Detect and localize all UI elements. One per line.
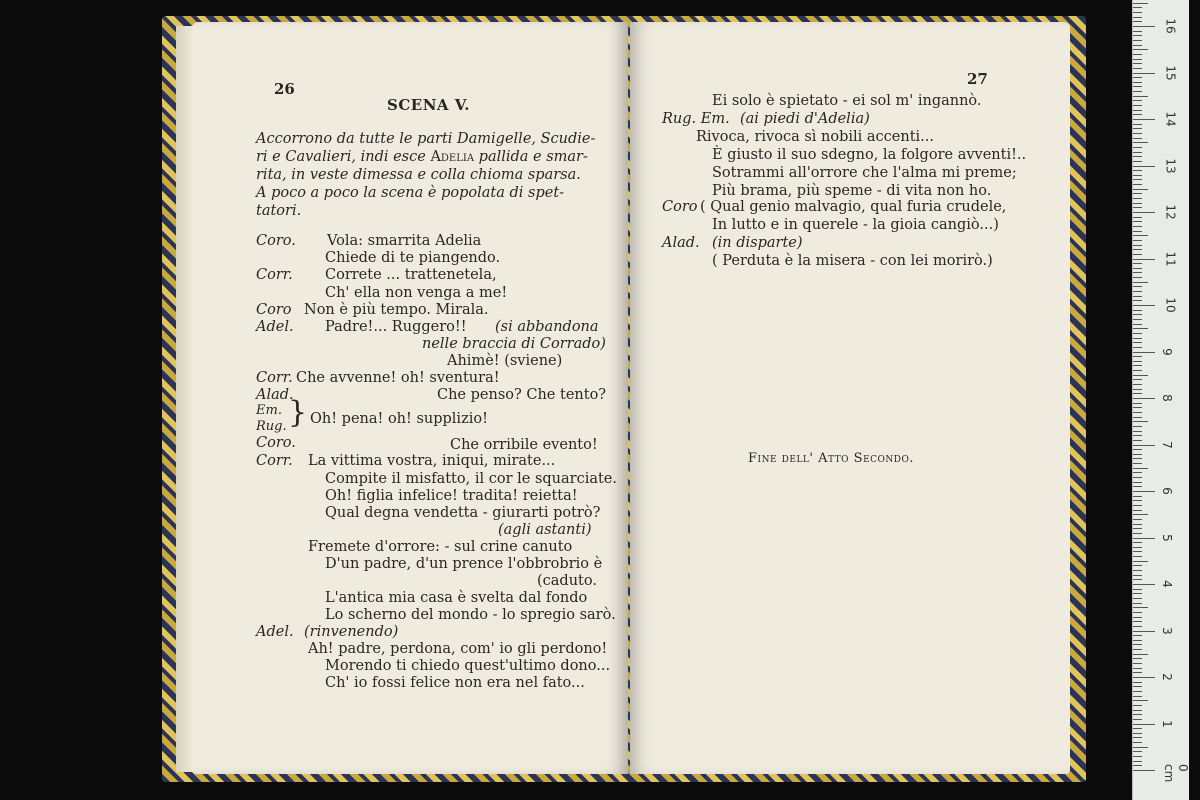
measurement-ruler (1132, 0, 1189, 800)
ruler-label: 13 (1163, 157, 1178, 174)
ruler-tick (1133, 59, 1142, 60)
ruler-tick (1133, 17, 1142, 18)
ruler-tick (1133, 593, 1142, 594)
ruler-tick (1133, 319, 1142, 320)
ruler-tick (1133, 100, 1142, 101)
ruler-tick (1133, 742, 1142, 743)
ruler-tick (1133, 449, 1142, 450)
ruler-tick (1133, 672, 1142, 673)
ruler-tick (1133, 412, 1142, 413)
verse-line: Rivoca, rivoca sì nobili accenti... (696, 129, 934, 145)
verse-line: Padre!... Ruggero!! (325, 319, 467, 335)
ruler-tick (1133, 338, 1142, 339)
ruler-tick (1133, 35, 1142, 36)
stage-direction-line: Accorrono da tutte le parti Damigelle, Scudie- (256, 131, 596, 147)
ruler-tick (1133, 663, 1142, 664)
ruler-tick (1133, 217, 1142, 218)
ruler-tick (1133, 235, 1148, 236)
ruler-tick (1133, 747, 1148, 748)
ruler-tick (1133, 468, 1148, 469)
verse-line: Ahimè! (sviene) (447, 353, 563, 369)
ruler-tick (1133, 86, 1142, 87)
ruler-tick (1133, 277, 1142, 278)
ruler-tick (1133, 617, 1142, 618)
ruler-tick (1133, 286, 1142, 287)
stage-direction: nelle braccia di Corrado) (422, 336, 606, 352)
ruler-tick (1133, 556, 1142, 557)
ruler-tick (1133, 677, 1155, 678)
ruler-tick (1133, 733, 1142, 734)
ruler-tick (1133, 435, 1142, 436)
speaker: Adel. (256, 319, 294, 335)
ruler-tick (1133, 77, 1142, 78)
stage-direction: (si abbandona (495, 319, 599, 335)
ruler-tick (1133, 254, 1142, 255)
ruler-tick (1133, 245, 1142, 246)
ruler-tick (1133, 133, 1142, 134)
ruler-tick (1133, 263, 1142, 264)
ruler-tick (1133, 384, 1142, 385)
ruler-tick (1133, 166, 1155, 167)
ruler-tick (1133, 403, 1142, 404)
ruler-tick (1133, 682, 1142, 683)
ruler-tick (1133, 296, 1142, 297)
verse-line: Che penso? Che tento? (437, 387, 607, 403)
speaker: Em. (256, 403, 282, 418)
ruler-tick (1133, 282, 1148, 283)
ruler-tick (1133, 510, 1142, 511)
ruler-tick (1133, 49, 1148, 50)
verse-line: Compite il misfatto, il cor le squarciate. (325, 471, 617, 487)
verse-line: D'un padre, d'un prence l'obbrobrio è (325, 556, 603, 572)
verse-line: Fremete d'orrore: - sul crine canuto (308, 539, 573, 555)
verse-line: ( Qual genio malvagio, qual furia crudele, (700, 199, 1007, 215)
verse-line: Chiede di te piangendo. (325, 250, 501, 266)
ruler-tick (1133, 542, 1142, 543)
verse-line: (caduto. (537, 573, 597, 589)
ruler-tick (1133, 654, 1148, 655)
ruler-tick (1133, 272, 1142, 273)
ruler-tick (1133, 138, 1142, 139)
verse-line: La vittima vostra, iniqui, mirate... (308, 453, 556, 469)
ruler-tick (1133, 26, 1155, 27)
ruler-tick (1133, 589, 1142, 590)
ruler-tick (1133, 212, 1155, 213)
ruler-tick (1133, 310, 1142, 311)
ruler-tick (1133, 644, 1142, 645)
ruler-tick (1133, 198, 1142, 199)
ruler-tick (1133, 231, 1142, 232)
ruler-tick (1133, 110, 1142, 111)
ruler-tick (1133, 658, 1142, 659)
ruler-tick (1133, 700, 1148, 701)
ruler-tick (1133, 324, 1142, 325)
ruler-tick (1133, 249, 1142, 250)
ruler-tick (1133, 352, 1155, 353)
ruler-tick (1133, 347, 1142, 348)
ruler-tick (1133, 73, 1155, 74)
ruler-tick (1133, 668, 1142, 669)
ruler-tick (1133, 203, 1142, 204)
ruler-tick (1133, 407, 1142, 408)
ruler-label: 15 (1163, 64, 1178, 81)
ruler-tick (1133, 486, 1142, 487)
ruler-label: 9 (1159, 347, 1174, 356)
ruler-tick (1133, 649, 1142, 650)
ruler-tick (1133, 184, 1142, 185)
speaker: Coro. (256, 233, 296, 249)
ruler-tick (1133, 551, 1142, 552)
page-number: 26 (274, 80, 295, 98)
speaker: Corr. (256, 453, 293, 469)
ruler-tick (1133, 691, 1142, 692)
ruler-label: 0 cm (1162, 764, 1190, 783)
verse-line: Morendo ti chiedo quest'ultimo dono... (325, 658, 611, 674)
ruler-tick (1133, 477, 1142, 478)
ruler-tick (1133, 714, 1142, 715)
right-page (630, 22, 1070, 774)
stage-direction: (in disparte) (712, 235, 803, 251)
speaker: Corr. (256, 370, 293, 386)
ruler-tick (1133, 226, 1142, 227)
ruler-tick (1133, 728, 1142, 729)
verse-line: L'antica mia casa è svelta dal fondo (325, 590, 588, 606)
speaker: Coro (662, 199, 698, 215)
ruler-tick (1133, 686, 1142, 687)
verse-line: Ei solo è spietato - ei sol m' ingannò. (712, 93, 982, 109)
ruler-tick (1133, 314, 1142, 315)
ruler-tick (1133, 3, 1148, 4)
ruler-tick (1133, 91, 1142, 92)
ruler-tick (1133, 635, 1142, 636)
ruler-tick (1133, 291, 1142, 292)
ruler-tick (1133, 156, 1142, 157)
ruler-tick (1133, 379, 1142, 380)
ruler-label: 4 (1159, 580, 1174, 588)
ruler-tick (1133, 328, 1148, 329)
ruler-tick (1133, 761, 1142, 762)
ruler-label: 11 (1163, 250, 1178, 267)
ruler-tick (1133, 12, 1142, 13)
ruler-label: 3 (1159, 626, 1174, 635)
verse-line: Qual degna vendetta - giurarti potrò? (325, 505, 601, 521)
ruler-tick (1133, 440, 1142, 441)
ruler-tick (1133, 612, 1142, 613)
ruler-tick (1133, 21, 1142, 22)
ruler-tick (1133, 63, 1142, 64)
ruler-tick (1133, 496, 1142, 497)
ruler-tick (1133, 119, 1155, 120)
verse-line: Che orribile evento! (450, 437, 598, 453)
stage-direction-line: tatori. (256, 203, 302, 219)
verse-line: Che avvenne! oh! sventura! (296, 370, 500, 386)
ruler-tick (1133, 365, 1142, 366)
ruler-tick (1133, 598, 1142, 599)
speaker: Corr. (256, 267, 293, 283)
verse-line: Sotrammi all'orrore che l'alma mi preme; (712, 165, 1017, 181)
ruler-tick (1133, 342, 1142, 343)
ruler-tick (1133, 524, 1142, 525)
ruler-tick (1133, 631, 1155, 632)
verse-line: Ch' io fossi felice non era nel fato... (325, 675, 585, 691)
ruler-tick (1133, 547, 1142, 548)
verse-line: Oh! pena! oh! supplizio! (310, 411, 488, 427)
verse-line: ( Perduta è la misera - con lei morirò.) (712, 253, 993, 269)
ruler-tick (1133, 500, 1142, 501)
ruler-tick (1133, 193, 1142, 194)
verse-line: Ch' ella non venga a me! (325, 285, 508, 301)
ruler-tick (1133, 431, 1142, 432)
ruler-tick (1133, 398, 1155, 399)
verse-line: Lo scherno del mondo - lo spregio sarò. (325, 607, 616, 623)
ruler-tick (1133, 454, 1142, 455)
ruler-tick (1133, 705, 1142, 706)
ruler-tick (1133, 370, 1142, 371)
ruler-tick (1133, 575, 1142, 576)
ruler-tick (1133, 68, 1142, 69)
ruler-tick (1133, 305, 1155, 306)
ruler-tick (1133, 505, 1142, 506)
ruler-tick (1133, 152, 1142, 153)
ruler-tick (1133, 389, 1142, 390)
ruler-tick (1133, 300, 1142, 301)
ruler-tick (1133, 82, 1142, 83)
ruler-label: 8 (1159, 394, 1174, 402)
end-of-act: Fine dell' Atto Secondo. (748, 451, 915, 466)
speaker: Rug. Em. (662, 111, 730, 127)
scene-title: SCENA V. (387, 96, 471, 114)
ruler-tick (1133, 142, 1148, 143)
ruler-tick (1133, 710, 1142, 711)
ruler-tick (1133, 333, 1142, 334)
speaker: Coro (256, 302, 292, 318)
verse-line: In lutto e in querele - la gioia cangiò...) (712, 217, 999, 233)
ruler-tick (1133, 356, 1142, 357)
character-name: Adelia (430, 149, 475, 165)
ruler-tick (1133, 528, 1142, 529)
ruler-tick (1133, 724, 1155, 725)
ruler-tick (1133, 603, 1142, 604)
ruler-tick (1133, 161, 1142, 162)
ruler-tick (1133, 170, 1142, 171)
ruler-tick (1133, 458, 1142, 459)
ruler-tick (1133, 584, 1155, 585)
ruler-tick (1133, 756, 1142, 757)
ruler-tick (1133, 128, 1142, 129)
ruler-tick (1133, 175, 1142, 176)
ruler-tick (1133, 259, 1155, 260)
stage-direction-line: rita, in veste dimessa e colla chioma sparsa. (256, 167, 581, 183)
ruler-tick (1133, 561, 1148, 562)
verse-line: Correte ... trattenetela, (325, 267, 497, 283)
ruler-label: 14 (1163, 111, 1178, 127)
ruler-tick (1133, 45, 1142, 46)
ruler-label: 1 (1159, 719, 1174, 728)
ruler-tick (1133, 626, 1142, 627)
ruler-tick (1133, 189, 1148, 190)
ruler-tick (1133, 268, 1142, 269)
ruler-tick (1133, 482, 1142, 483)
ruler-tick (1133, 426, 1142, 427)
left-page (192, 22, 628, 774)
stage-direction: (agli astanti) (498, 522, 592, 538)
ruler-tick (1133, 114, 1142, 115)
brace-glyph: } (288, 395, 308, 430)
ruler-tick (1133, 519, 1142, 520)
ruler-tick (1133, 579, 1142, 580)
ruler-tick (1133, 472, 1142, 473)
speaker: Alad. (256, 387, 294, 403)
ruler-tick (1133, 40, 1142, 41)
ruler-tick (1133, 570, 1142, 571)
ruler-tick (1133, 417, 1142, 418)
ruler-tick (1133, 361, 1142, 362)
stage-direction-line: ri e Cavalieri, indi esce Adelia pallida e smar- (256, 149, 588, 165)
ruler-tick (1133, 770, 1155, 771)
verse-line: Vola: smarrita Adelia (327, 233, 482, 249)
ruler-tick (1133, 375, 1148, 376)
ruler-tick (1133, 207, 1142, 208)
ruler-tick (1133, 96, 1148, 97)
stage-direction: (ai piedi d'Adelia) (740, 111, 870, 127)
ruler-label: 12 (1163, 204, 1178, 220)
ruler-tick (1133, 393, 1142, 394)
ruler-tick (1133, 751, 1142, 752)
ruler-tick (1133, 719, 1142, 720)
ruler-label: 5 (1159, 533, 1174, 542)
ruler-tick (1133, 463, 1142, 464)
ruler-tick (1133, 421, 1148, 422)
speaker: Rug. (256, 419, 287, 434)
verse-line: Non è più tempo. Mirala. (304, 302, 489, 318)
ruler-tick (1133, 538, 1155, 539)
stage-direction-line: A poco a poco la scena è popolata di spet- (256, 185, 565, 201)
ruler-tick (1133, 147, 1142, 148)
verse-line: Oh! figlia infelice! tradita! reietta! (325, 488, 578, 504)
ruler-label: 7 (1159, 440, 1174, 449)
ruler-tick (1133, 533, 1142, 534)
ruler-tick (1133, 31, 1142, 32)
ruler-label: 2 (1159, 673, 1174, 681)
ruler-tick (1133, 105, 1142, 106)
ruler-label: 6 (1159, 487, 1174, 495)
ruler-label: 16 (1163, 18, 1178, 34)
ruler-tick (1133, 696, 1142, 697)
verse-line: Ah! padre, perdona, com' io gli perdono! (308, 641, 608, 657)
ruler-tick (1133, 221, 1142, 222)
ruler-tick (1133, 565, 1142, 566)
stage-direction: (rinvenendo) (304, 624, 399, 640)
speaker: Adel. (256, 624, 294, 640)
ruler-tick (1133, 7, 1142, 8)
ruler-tick (1133, 240, 1142, 241)
verse-line: È giusto il suo sdegno, la folgore avventi!.. (712, 147, 1027, 163)
ruler-tick (1133, 765, 1142, 766)
ruler-tick (1133, 514, 1148, 515)
ruler-tick (1133, 607, 1148, 608)
verse-line: Più brama, più speme - di vita non ho. (712, 183, 992, 199)
ruler-tick (1133, 621, 1142, 622)
ruler-tick (1133, 491, 1155, 492)
ruler-tick (1133, 640, 1142, 641)
ruler-tick (1133, 179, 1142, 180)
ruler-label: 10 (1163, 297, 1178, 313)
ruler-tick (1133, 54, 1142, 55)
speaker: Coro. (256, 435, 296, 451)
ruler-tick (1133, 737, 1142, 738)
ruler-tick (1133, 445, 1155, 446)
page-number: 27 (967, 70, 988, 88)
ruler-tick (1133, 124, 1142, 125)
speaker: Alad. (662, 235, 700, 251)
